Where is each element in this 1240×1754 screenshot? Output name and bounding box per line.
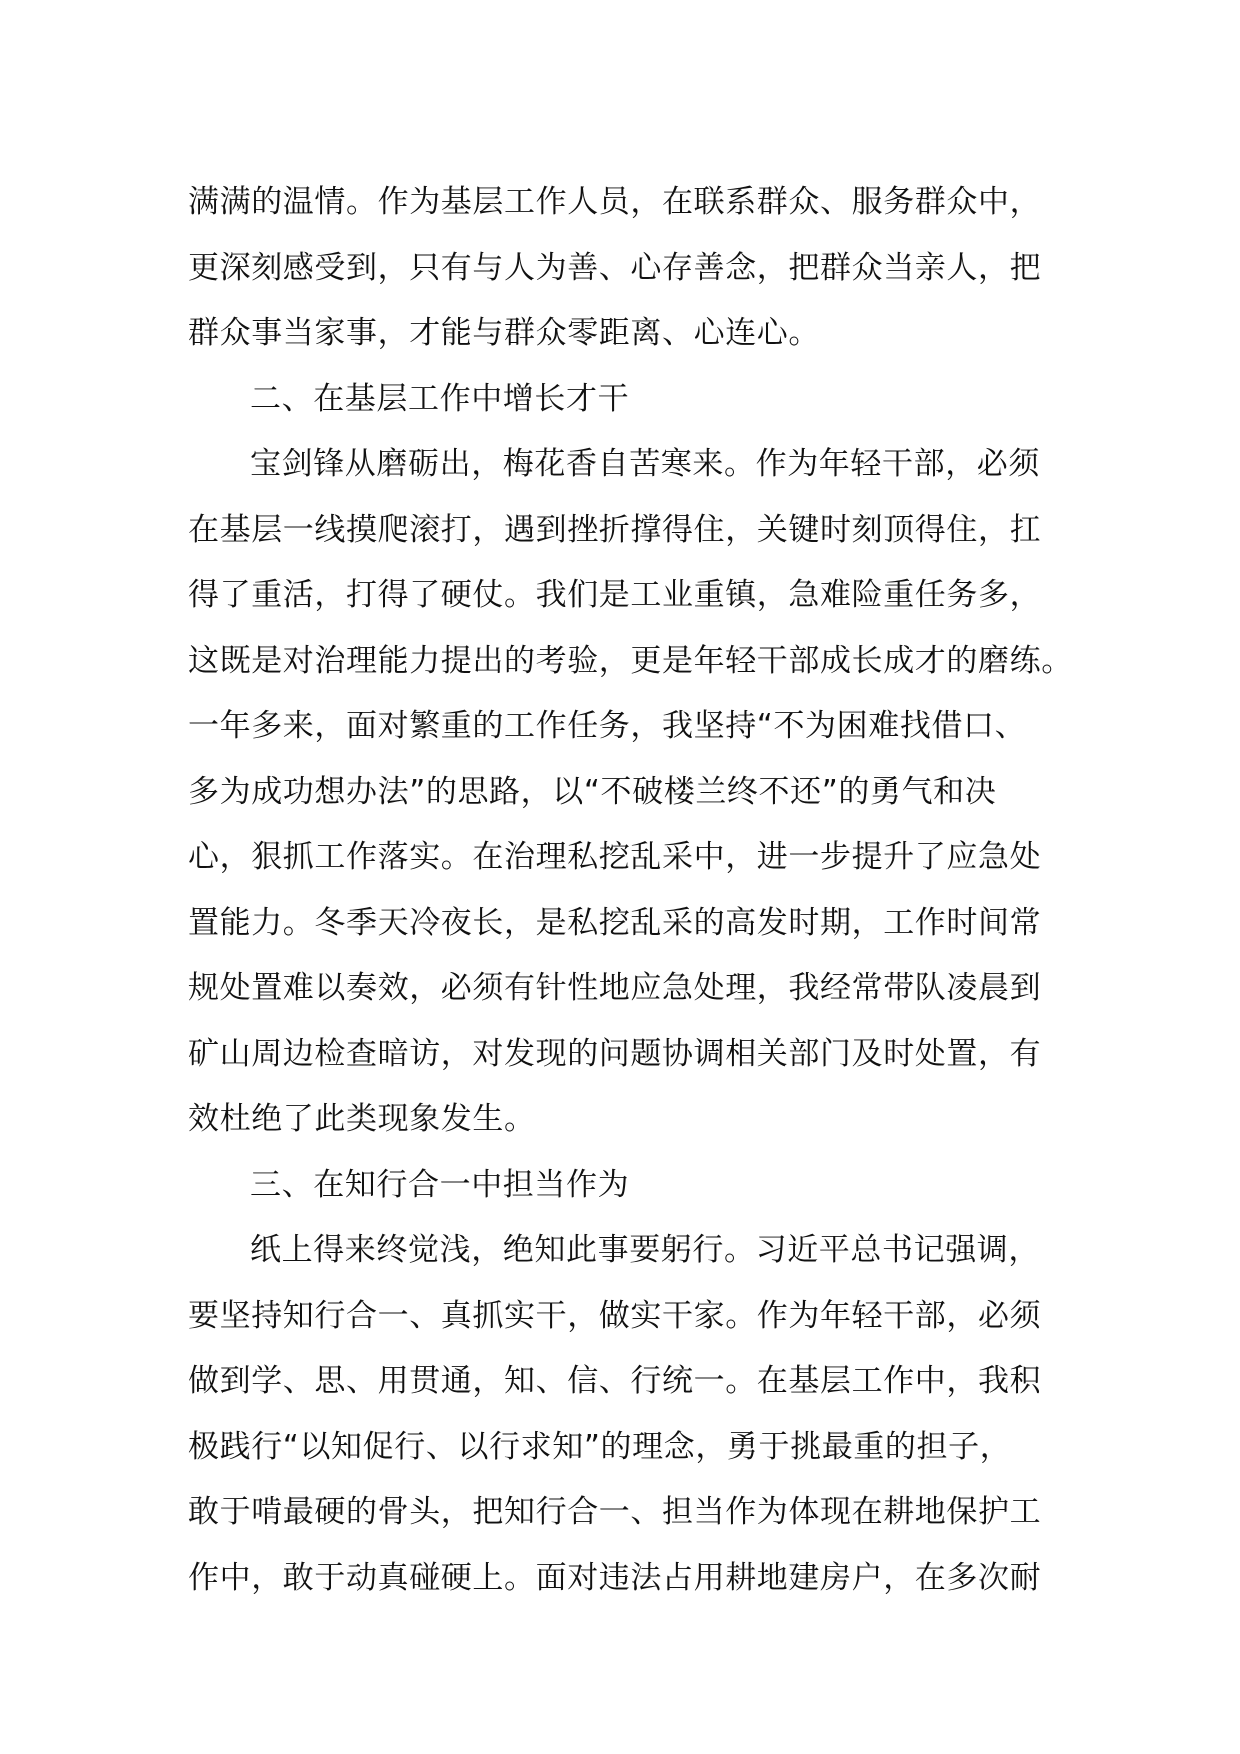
text-line: 得了重活，打得了硬仗。我们是工业重镇，急难险重任务多，: [188, 577, 1042, 613]
text-line: 在基层一线摸爬滚打，遇到挫折撑得住，关键时刻顶得住，扛: [188, 511, 1042, 548]
text-line: 三、在知行合一中担当作为: [250, 1166, 630, 1203]
text-line: 心，狠抓工作落实。在治理私挖乱采中，进一步提升了应急处: [188, 839, 1042, 875]
text-line: 宝剑锋从磨砺出，梅花香自苦寒来。作为年轻干部，必须: [250, 446, 1040, 482]
text-line: 纸上得来终觉浅，绝知此事要躬行。习近平总书记强调，: [250, 1232, 1040, 1268]
text-line: 规处置难以奏效，必须有针性地应急处理，我经常带队凌晨到: [188, 970, 1042, 1006]
text-line: 群众事当家事，才能与群众零距离、心连心。: [188, 315, 820, 351]
text-line: 作中，敢于动真碰硬上。面对违法占用耕地建房户，在多次耐: [188, 1559, 1042, 1596]
text-line: 置能力。冬季天冷夜长，是私挖乱采的高发时期，工作时间常: [188, 904, 1042, 941]
text-line: 做到学、思、用贯通，知、信、行统一。在基层工作中，我积: [188, 1363, 1042, 1399]
text-line: 更深刻感受到，只有与人为善、心存善念，把群众当亲人，把: [188, 249, 1042, 286]
text-line: 多为成功想办法”的思路，以“不破楼兰终不还”的勇气和决: [188, 773, 997, 810]
text-line: 矿山周边检查暗访，对发现的问题协调相关部门及时处置，有: [188, 1035, 1042, 1072]
text-line: 满满的温情。作为基层工作人员，在联系群众、服务群众中，: [188, 184, 1042, 220]
document-body: [188, 170, 1088, 1611]
text-line: 极践行“以知促行、以行求知”的理念，勇于挑最重的担子，: [188, 1428, 1012, 1465]
text-line: 二、在基层工作中增长才干: [250, 380, 630, 417]
text-line: 这既是对治理能力提出的考验，更是年轻干部成长成才的磨练。: [188, 642, 1073, 679]
text-line: 要坚持知行合一、真抓实干，做实干家。作为年轻干部，必须: [188, 1297, 1042, 1334]
text-line: 一年多来，面对繁重的工作任务，我坚持“不为困难找借口、: [188, 708, 1027, 744]
text-line: 敢于啃最硬的骨头，把知行合一、担当作为体现在耕地保护工: [188, 1494, 1042, 1530]
text-line: 效杜绝了此类现象发生。: [188, 1101, 536, 1137]
